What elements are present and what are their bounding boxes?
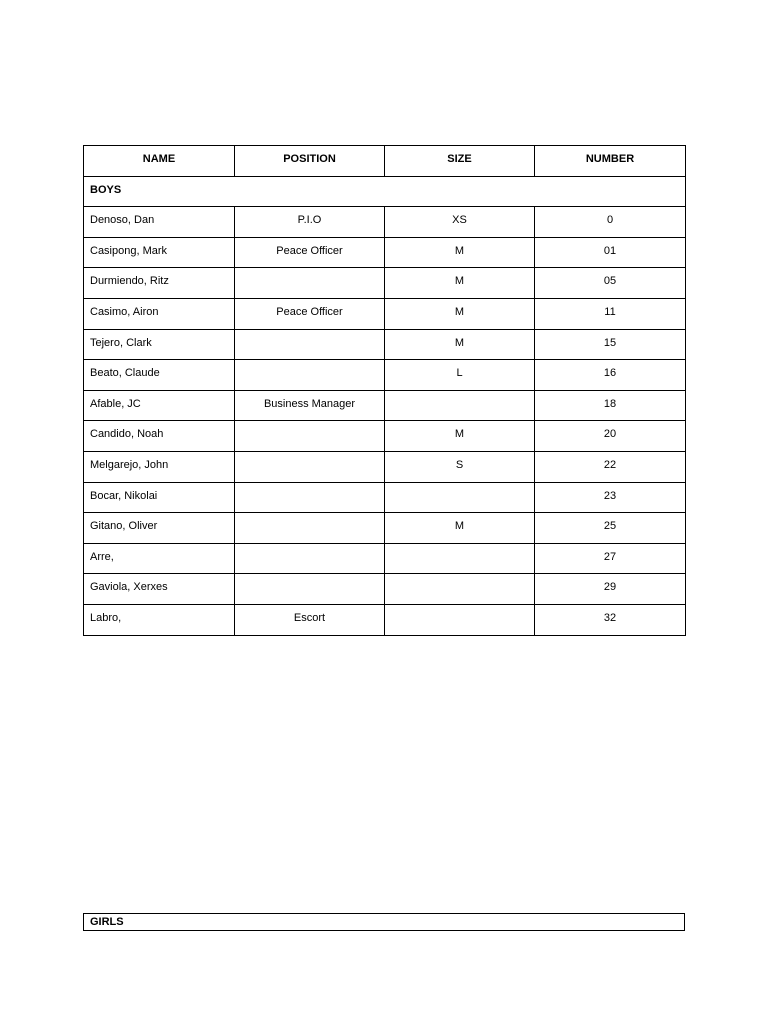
cell-size — [385, 390, 535, 421]
cell-number: 0 — [535, 207, 686, 238]
cell-size: M — [385, 329, 535, 360]
cell-name: Casipong, Mark — [84, 237, 235, 268]
cell-position — [235, 543, 385, 574]
cell-size: XS — [385, 207, 535, 238]
header-position: POSITION — [235, 146, 385, 177]
cell-size — [385, 574, 535, 605]
header-name: NAME — [84, 146, 235, 177]
cell-position: Peace Officer — [235, 237, 385, 268]
table-row — [84, 298, 686, 329]
cell-size: L — [385, 360, 535, 391]
table-row — [84, 237, 686, 268]
cell-number: 25 — [535, 513, 686, 544]
cell-name: Arre, — [84, 543, 235, 574]
table-row — [84, 421, 686, 452]
cell-position — [235, 513, 385, 544]
table-row — [84, 390, 686, 421]
cell-position — [235, 482, 385, 513]
cell-number: 29 — [535, 574, 686, 605]
cell-position — [235, 451, 385, 482]
cell-name: Beato, Claude — [84, 360, 235, 391]
cell-size — [385, 482, 535, 513]
cell-position — [235, 574, 385, 605]
table-row — [84, 207, 686, 238]
cell-number: 01 — [535, 237, 686, 268]
cell-name: Afable, JC — [84, 390, 235, 421]
table-row — [84, 604, 686, 635]
cell-size: M — [385, 298, 535, 329]
cell-position — [235, 268, 385, 299]
cell-size: M — [385, 421, 535, 452]
cell-number: 23 — [535, 482, 686, 513]
cell-name: Melgarejo, John — [84, 451, 235, 482]
cell-position: P.I.O — [235, 207, 385, 238]
header-number: NUMBER — [535, 146, 686, 177]
cell-position — [235, 360, 385, 391]
cell-position — [235, 421, 385, 452]
table-row — [84, 268, 686, 299]
table-row — [84, 513, 686, 544]
cell-number: 16 — [535, 360, 686, 391]
cell-number: 11 — [535, 298, 686, 329]
cell-number: 32 — [535, 604, 686, 635]
cell-name: Gaviola, Xerxes — [84, 574, 235, 605]
table-row — [84, 451, 686, 482]
cell-size: M — [385, 268, 535, 299]
table-row — [84, 329, 686, 360]
cell-size: M — [385, 237, 535, 268]
cell-name: Gitano, Oliver — [84, 513, 235, 544]
table-row — [84, 574, 686, 605]
section-label-boys: BOYS — [84, 176, 686, 207]
roster-table — [83, 145, 686, 636]
table-row — [84, 360, 686, 391]
section-row-boys — [84, 176, 686, 207]
cell-name: Durmiendo, Ritz — [84, 268, 235, 299]
cell-name: Casimo, Airon — [84, 298, 235, 329]
cell-size — [385, 543, 535, 574]
table-row — [84, 482, 686, 513]
cell-number: 18 — [535, 390, 686, 421]
header-row — [84, 146, 686, 177]
cell-position: Escort — [235, 604, 385, 635]
cell-size: M — [385, 513, 535, 544]
header-size: SIZE — [385, 146, 535, 177]
cell-size: S — [385, 451, 535, 482]
cell-number: 22 — [535, 451, 686, 482]
cell-number: 20 — [535, 421, 686, 452]
cell-position — [235, 329, 385, 360]
cell-name: Tejero, Clark — [84, 329, 235, 360]
cell-name: Labro, — [84, 604, 235, 635]
cell-number: 27 — [535, 543, 686, 574]
cell-number: 05 — [535, 268, 686, 299]
cell-position: Peace Officer — [235, 298, 385, 329]
cell-name: Bocar, Nikolai — [84, 482, 235, 513]
cell-number: 15 — [535, 329, 686, 360]
table-row — [84, 543, 686, 574]
cell-name: Denoso, Dan — [84, 207, 235, 238]
section-label-girls: GIRLS — [83, 913, 685, 931]
cell-name: Candido, Noah — [84, 421, 235, 452]
cell-position: Business Manager — [235, 390, 385, 421]
cell-size — [385, 604, 535, 635]
